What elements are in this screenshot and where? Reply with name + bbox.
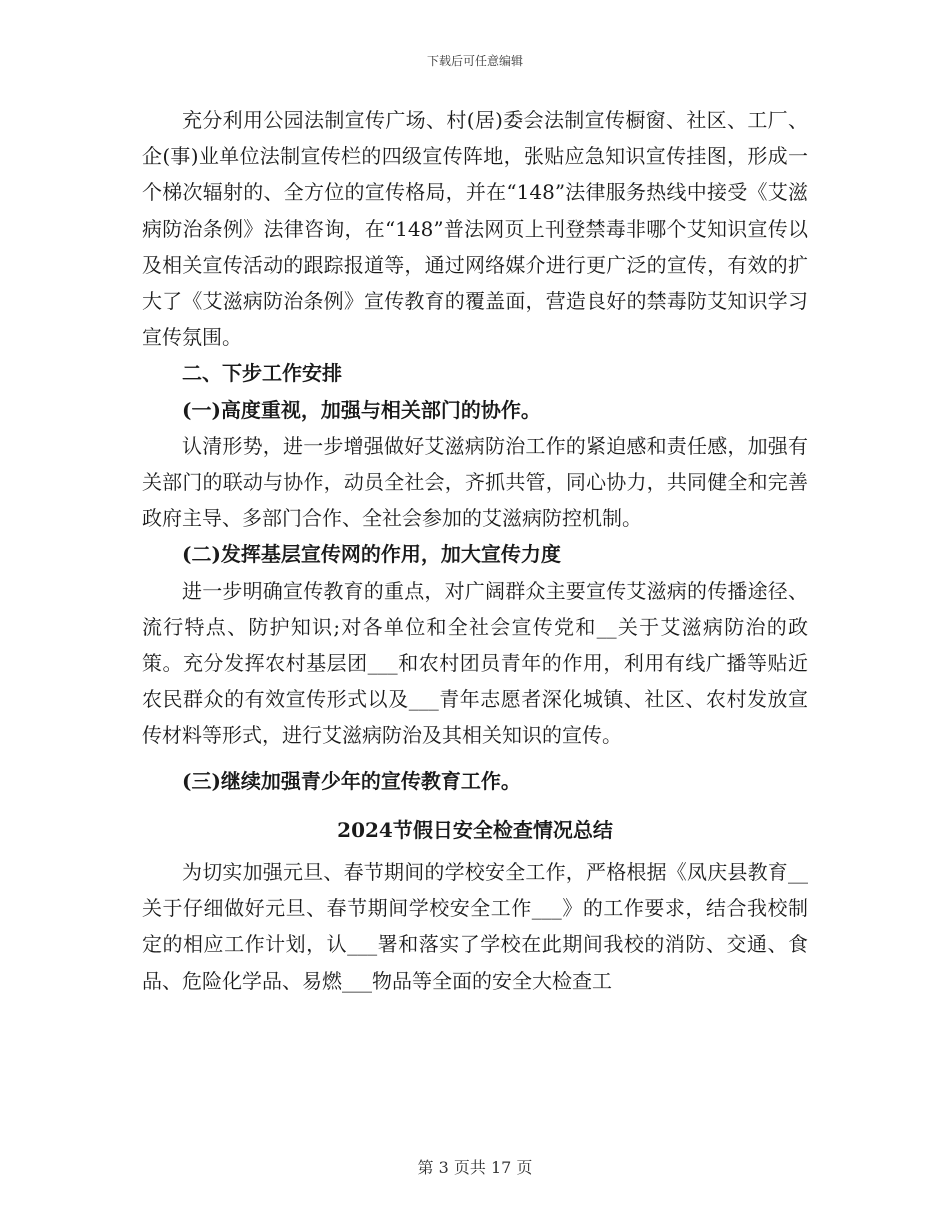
paragraph-publicity-positions: 充分利用公园法制宣传广场、村(居)委会法制宣传橱窗、社区、工厂、企(事)业单位法制宣传栏的四级宣传阵地，张贴应急知识宣传挂图，形成一个梯次辐射的、全方位的宣传格局，并在“148”法律服务热线中接受《艾滋病防治条例》法律咨询，在“148”普法网页上刊登禁毒非哪个艾知识宣传以及相关宣传活动的跟踪报道等，通过网络媒介进行更广泛的宣传，有效的扩大了《艾滋病防治条例》宣传教育的覆盖面，营造良好的禁毒防艾知识学习宣传氛围。 [142, 108, 808, 350]
document-body [142, 102, 808, 999]
document-title: 2024节假日安全检查情况总结 [337, 817, 613, 842]
paragraph-safety-inspection: 为切实加强元旦、春节期间的学校安全工作，严格根据《凤庆县教育__关于仔细做好元旦、春节期间学校安全工作___》的工作要求，结合我校制定的相应工作计划，认___署和落实了学校在此期间我校的消防、交通、食品、危险化学品、易燃___物品等全面的安全大检查工 [142, 860, 808, 993]
subsection-heading-1: (一)高度重视，加强与相关部门的协作。 [182, 397, 541, 422]
section-heading-next-steps: 二、下步工作安排 [182, 361, 342, 386]
subsection-heading-2: (二)发挥基层宣传网的作用，加大宣传力度 [182, 542, 561, 567]
paragraph-grassroots-publicity: 进一步明确宣传教育的重点，对广阔群众主要宣传艾滋病的传播途径、流行特点、防护知识;对各单位和全社会宣传党和__关于艾滋病防治的政策。充分发挥农村基层团___和农村团员青年的作用，利用有线广播等贴近农民群众的有效宣传形式以及___青年志愿者深化城镇、社区、农村发放宣传材料等形式，进行艾滋病防治及其相关知识的宣传。 [142, 578, 808, 748]
subsection-heading-3: (三)继续加强青少年的宣传教育工作。 [182, 768, 521, 793]
page-header: 下载后可任意编辑 [426, 54, 523, 68]
paragraph-cooperation: 认清形势，进一步增强做好艾滋病防治工作的紧迫感和责任感，加强有关部门的联动与协作，动员全社会，齐抓共管，同心协力，共同健全和完善政府主导、多部门合作、全社会参加的艾滋病防控机制。 [142, 433, 808, 531]
page-footer: 第 3 页共 17 页 [417, 1158, 533, 1177]
